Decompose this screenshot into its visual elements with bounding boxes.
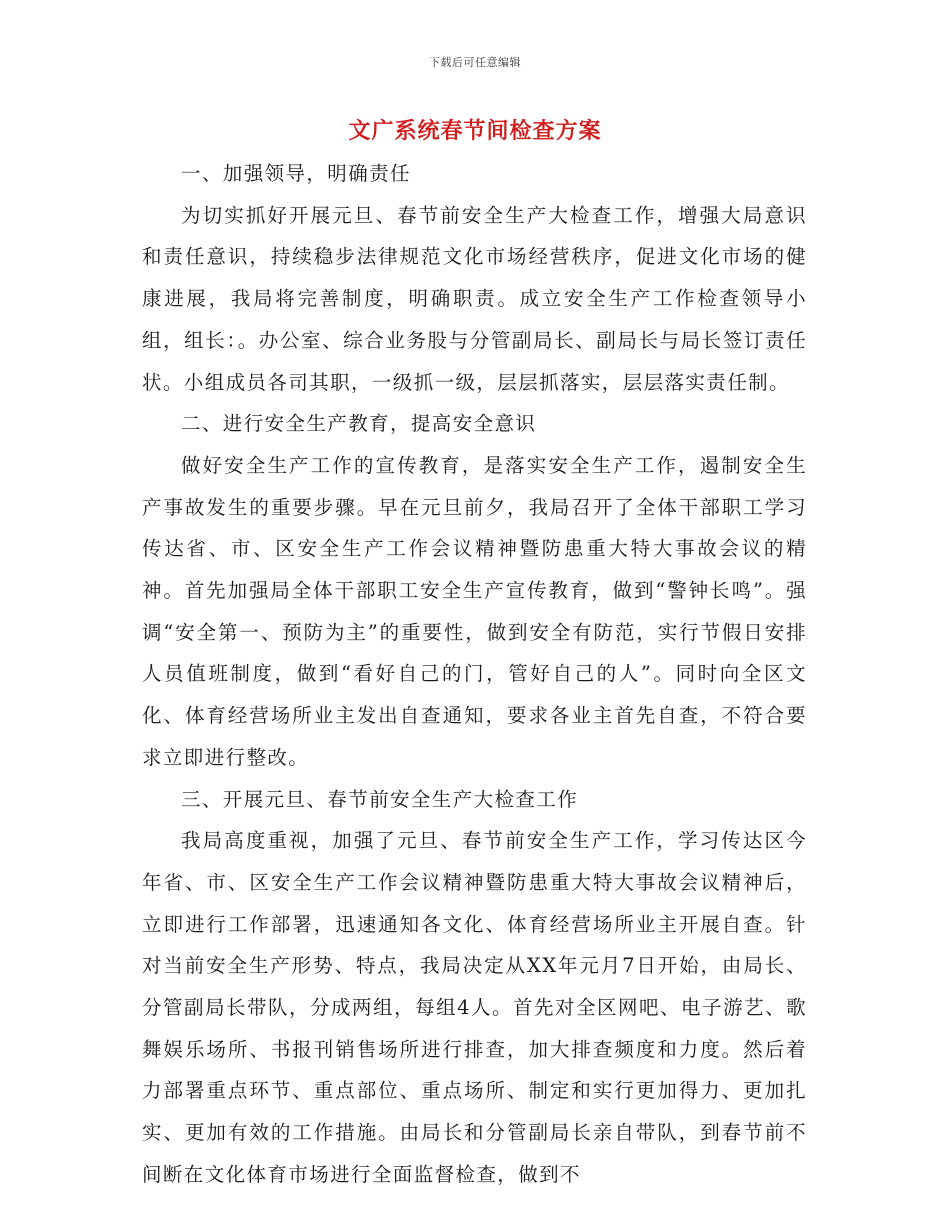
section-heading-2: 二、进行安全生产教育，提高安全意识 <box>181 412 537 436</box>
section-paragraph-1: 为切实抓好开展元旦、春节前安全生产大检查工作，增强大局意识和责任意识，持续稳步法律规范文化市场经营秩序，促进文化市场的健康进展，我局将完善制度，明确职责。成立安全生产工作检查领导小组，组长：。办公室、综合业务股与分管副局长、副局长与局长签订责任状。小组成员各司其职，一级抓一级，层层抓落实，层层落实责任制。 <box>142 203 807 394</box>
document-body <box>142 153 807 1196</box>
section-heading-1: 一、加强领导，明确责任 <box>181 162 411 185</box>
page-header-note: 下载后可任意编辑 <box>429 56 521 69</box>
document-title: 文广系统春节间检查方案 <box>348 118 602 144</box>
section-heading-3: 三、开展元旦、春节前安全生产大检查工作 <box>181 787 579 811</box>
section-paragraph-3: 我局高度重视，加强了元旦、春节前安全生产工作，学习传达区今年省、市、区安全生产工作会议精神暨防患重大特大事故会议精神后，立即进行工作部署，迅速通知各文化、体育经营场所业主开展自查。针对当前安全生产形势、特点，我局决定从XX年元月7日开始，由局长、分管副局长带队，分成两组，每组4人。首先对全区网吧、电子游艺、歌舞娱乐场所、书报刊销售场所进行排查，加大排查频度和力度。然后着力部署重点环节、重点部位、重点场所、制定和实行更加得力、更加扎实、更加有效的工作措施。由局长和分管副局长亲自带队，到春节前不间断在文化体育市场进行全面监督检查，做到不 <box>142 829 807 1186</box>
section-paragraph-2: 做好安全生产工作的宣传教育，是落实安全生产工作，遏制安全生产事故发生的重要步骤。早在元旦前夕，我局召开了全体干部职工学习传达省、市、区安全生产工作会议精神暨防患重大特大事故会议的精神。首先加强局全体干部职工安全生产宣传教育，做到“警钟长鸣”。强调“安全第一、预防为主”的重要性，做到安全有防范，实行节假日安排人员值班制度，做到“看好自己的门，管好自己的人”。同时向全区文化、体育经营场所业主发出自查通知，要求各业主首先自查，不符合要求立即进行整改。 <box>142 453 807 769</box>
